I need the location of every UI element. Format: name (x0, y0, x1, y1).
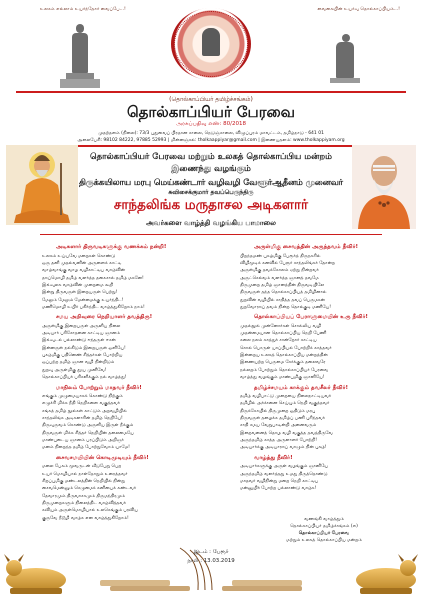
verse-line: முதன்மையான தொல்காப்பிய நெறி பேணி (240, 331, 327, 337)
sangam-emblem-logo (171, 8, 251, 80)
verse-line: துறவு அருள்மிகு தூய முனிவே! (42, 367, 107, 373)
verse-line: தேவாரமும் திருவாசகமும் திருமந்திரமும் (42, 493, 125, 499)
verse-line: மன்னுயிர் போற்ற பல்லாண்டு வாழ்க! (240, 486, 317, 492)
verse-line: சங்கத் தமிழ் நூல்கள் காட்டும் அறவழியில் (42, 408, 127, 414)
verse-line: கலை நலம் காத்துச் சான்றோர் காட்டிய (240, 338, 317, 344)
verse-column-left (42, 244, 208, 522)
verse-section-title: தமிழ்ச்சமயம் காக்கும் தவசீலர் நீவிர்! (254, 384, 349, 391)
verse-line: திருவுருவம் கொண்டு அருளிய இருள் நீக்கும் (42, 423, 134, 429)
verse-line: சொல் பொருள் யாப்பியல் போற்றிக் காத்தவர் (240, 345, 332, 351)
verse-line: இவ்வுலக வாழ்வின் முறைமை கூறி (42, 282, 114, 288)
verse-line: துறவோராய் தவம் நின்ற தொல்குடி மணியே! (240, 304, 332, 310)
verse-line: விழிமூடிக் கனவில் பேரூர் சாந்தலிங்கர் தோன்ற (240, 260, 335, 266)
verse-section (240, 455, 408, 493)
verse-section-title: அருள்மிகு சைவத்தின் அருந்தவம் நீவிர்! (254, 244, 359, 250)
verse-line: அருந்தமிழ் வளர்த்தது உமது திருத்தொண்டு (240, 471, 328, 477)
verse-section (240, 385, 408, 452)
verse-section-title: சமய அறிவுரை நெறியாளர் தவத்திரு! (56, 314, 153, 321)
verse-line: பிறந்தமண் புகழ்மிகு பேரூர்த் திருநகரில் (240, 253, 321, 259)
verse-section-title: சைவசமயியின் கொடிமுடியும் நீவிர்! (56, 454, 149, 461)
verse-section-title: அடிகளார் திருவடிகளுக்கு வணக்கம் நன்றி! (56, 244, 167, 250)
verse-line: குருவே நீடூழி வாழ்க என வாழ்த்துகிறோம்! (42, 515, 129, 521)
header-tagline-left: உலகம் எல்லாம் உயர்ந்தோர் வைப்பே...! (40, 7, 126, 12)
verse-line: இறைவனைத் தொழ வழி வகுத்த தவத்திருவே (240, 430, 333, 436)
verse-line: அருள்மிகு தவக்கோலம் ஏற்று நின்றவர் (240, 268, 319, 274)
verse-line: துறவின் வழியில் சாதித்த தவப் பெருமகன் (240, 297, 325, 303)
signature-place: இடம் : பேரூர் (193, 549, 229, 555)
verse-line: மணிமொழி உயிர் பகிர்ந்திட வாழ்த்துகிறோம் நாம்! (42, 304, 145, 310)
verse-line: எழுச்சி மிக்க நீதி நெறிகளை வகுத்தவர் (42, 401, 120, 407)
contact-line: அலைபேசி: 98102 84222, 97885 52993 | மின்னஞ்சல்: tholkaappiyar@gmail.com | இணையதளம்: www.tholkappiyam.org (77, 138, 345, 143)
verse-section (240, 244, 408, 311)
verse-line: மாதவர் வழிநின்று மறை நெறி காட்டிய (240, 478, 319, 484)
verse-line: தாய்மொழி தமிழ் வளர்த்த தகைசால் தமிழ் மகனே! (42, 275, 144, 281)
verse-line: மனம் நிறைந்த தமிழ் போற்றுவோம் யாமே! (42, 445, 130, 451)
verse-line: முதல்நூல் முன்னோர்கள் சொல்லிய வழி (240, 323, 322, 329)
verse-line: இணையற்ற பெருமை சேர்க்கும் தலைவரே (240, 360, 326, 366)
header-tagline-right: வைகையின் உயர்வு தொல்காப்பியம்...! (317, 7, 400, 12)
address-line: முதற்தளம் (நிலை): 73/3 புதுவைப் பிரதான சாலை, நெடுஞ்சாலை, விழுப்புரம் மாவட்டம், தமிழ்நாடு - 641 01 (98, 131, 324, 136)
verse-section-title: வாழ்த்து நீவிர்! (254, 454, 293, 461)
verse-section (42, 385, 208, 452)
headline-garland: அவர்களை வாழ்த்தி வழங்கிய பாமாலை (146, 219, 276, 227)
verse-line: இன்று திருவருள் இறையருள் பெற்று! (42, 290, 118, 296)
verse-line: கவியும் அருள்மொழியால் உலகெங்கும் பரவிய (42, 508, 138, 514)
verse-line: திருவருள் தந்த தொல்காப்பியத் தமிழினால் (240, 290, 327, 296)
verse-line: அருட்செல்வம் வளர்த்த ஞானத் தவமே (240, 275, 319, 281)
verse-line: மாண்புடைய ஞானம் பரப்பிடும் அறிஞர் (42, 438, 124, 444)
verse-line: இவ்வுடல் பல்லாண்டு ஈந்தருள் ஈசன் (42, 338, 116, 344)
verse-line: திருவருள் மிக்க சித்தர் நெறியின் தலைமையே (42, 430, 134, 436)
org-subtitle: (தொல்காப்பியர் தமிழ்ச்சங்கம்) (169, 96, 253, 103)
verse-line: சாதி சமய வேறுபாடின்றி அனைவரும் (240, 423, 317, 429)
verse-section-title: தொல்காப்பியப் பேராளுமையின் உரு நீவிர்! (254, 314, 368, 321)
verse-line: திருவருள் தழைக்க தமிழ்ப் பணி புரிந்தவர் (240, 416, 325, 422)
verse-line: மேலும் மேலும் மேன்மைக்கு உயர்ந்திட! (42, 297, 124, 303)
verse-line: உயர் மொழியால் நாள்தோறும் உரைத்தவர் (42, 471, 128, 477)
verse-column-right (240, 244, 408, 493)
verse-section (240, 314, 408, 381)
verse-line: அருந்தமிழ் காத்த அருளாளர் போற்றி! (240, 438, 317, 444)
body-divider (40, 234, 382, 235)
verse-line: தமிழில் அர்ச்சனை செய்யும் நெறி வகுத்தவர் (240, 401, 330, 407)
verse-line: அருள்மிகு இறையருள் அருளிய நிலை (42, 323, 121, 329)
verse-line: திருக்கோயில் திருமுறை ஓதிடும் மரபு (240, 408, 316, 414)
verse-line: வாழ்வாங்கு வாழ வழிகாட்டிய வாழ்வின் (42, 268, 126, 274)
verse-line: தமிழ் வழிபாட்டு முறையை நிலைநாட்டியவர் (240, 394, 332, 399)
verse-line: இன்றைய உலகத் தொல்காப்பிய மன்றத்தின் (240, 353, 328, 359)
verse-line: ஒப்பற்ற தமிழ் ஞான வழி நின்றிடும் (42, 360, 115, 366)
verse-line: அடியார்க்கு அடியாராய் வாழும் நின் புகழ்! (240, 445, 327, 451)
verse-line: சிறப்புமிகு மண்டலத்தின் நெறியில் நின்று (42, 478, 125, 484)
verse-line: எங்கும் முழுமையாகக் கொண்டு நிற்கும் (42, 394, 123, 399)
verse-section (42, 455, 208, 522)
verse-line: இன்னருள் நல்கிடும் இறையருள் ஒளியே! (42, 345, 126, 351)
headline-organizers: தொல்காப்பியர் பேரவை மற்றும் உலகத் தொல்காப்பிய மன்றம் (90, 152, 332, 162)
closing-sangam: தொல்காப்பியர் தமிழ்ச்சங்கம் (எ) (290, 524, 358, 529)
verse-section (42, 244, 208, 311)
verse-section-title: மாநிலம் போற்றும் மாதவர் நீவிர்! (56, 384, 142, 391)
verse-line: நல்லறம் போற்றும் தொல்காப்பியர் பேரவை (240, 367, 329, 373)
headline-lineage: திருக்கயிலாய மரபு மெய்கண்டார் வழிவழி வேளூர்ஆதீனம் முனைவர் (79, 177, 343, 187)
verse-line: வாழ்த்து வழங்கும் மாண்புமிகு ஞானியே! (240, 375, 325, 381)
registration-number: அரசுப்பதிவு எண்: 80/2018 (176, 121, 246, 127)
honoree-name: சாந்தலிங்க மருதாசல அடிகளார் (113, 197, 309, 213)
verse-line: திருமுறைகளும் நிலைத்திட வாழ்வித்தவர் (42, 500, 126, 506)
org-name: தொல்காப்பியர் பேரவை (126, 103, 296, 121)
header-divider-top (16, 91, 406, 93)
headline-title: சுவிசைக்குமார் தவப்பெருந்திரு (168, 189, 254, 196)
verse-section (42, 314, 208, 381)
verse-line: புகழ்மிகு பதினெண் சித்தர்கள் போற்றிய (42, 353, 123, 359)
closing-forum: மற்றும் உலகத் தொல்காப்பிய மன்றம் (286, 538, 362, 543)
signature-date: நாள் : 13.03.2019 (187, 558, 235, 564)
verse-line: சாந்தலிங்க அடிகளாரின் தமிழ் நெறியே! (42, 416, 123, 422)
verse-line: மலை பேசும் மூவருடன் வீடுபேறு பெற (42, 464, 122, 470)
verse-line: அடியார் பரிசோதனை காட்டிய ஞானம் (42, 331, 120, 337)
closing-greeting: வணங்கி வாழ்த்தும் (304, 517, 344, 522)
verse-line: தொல்காப்பியர் பரிசளிக்கும் நல் வாழ்த்து! (42, 375, 127, 381)
verse-line: சைவமென்னும் செழுமைக் கனியைக் கண்டவர் (42, 486, 137, 492)
closing-peravai: தொல்காப்பியர் பேரவை (298, 531, 350, 536)
headline-presents: இணைந்து வழங்கும் (171, 164, 251, 174)
verse-line: அடியார்களுக்கு அருள் வழங்கும் ஞானியே (240, 464, 329, 470)
verse-line: ஒரு தனி முதல்வனின் அருளைக் காட்டி (42, 260, 122, 266)
verse-line: திருமுறை தமிழ் ஞானத்தின் திருவடியிலே (240, 282, 325, 288)
verse-line: உலகம் உய்யவே மறைகள் கொண்டு (42, 253, 116, 259)
